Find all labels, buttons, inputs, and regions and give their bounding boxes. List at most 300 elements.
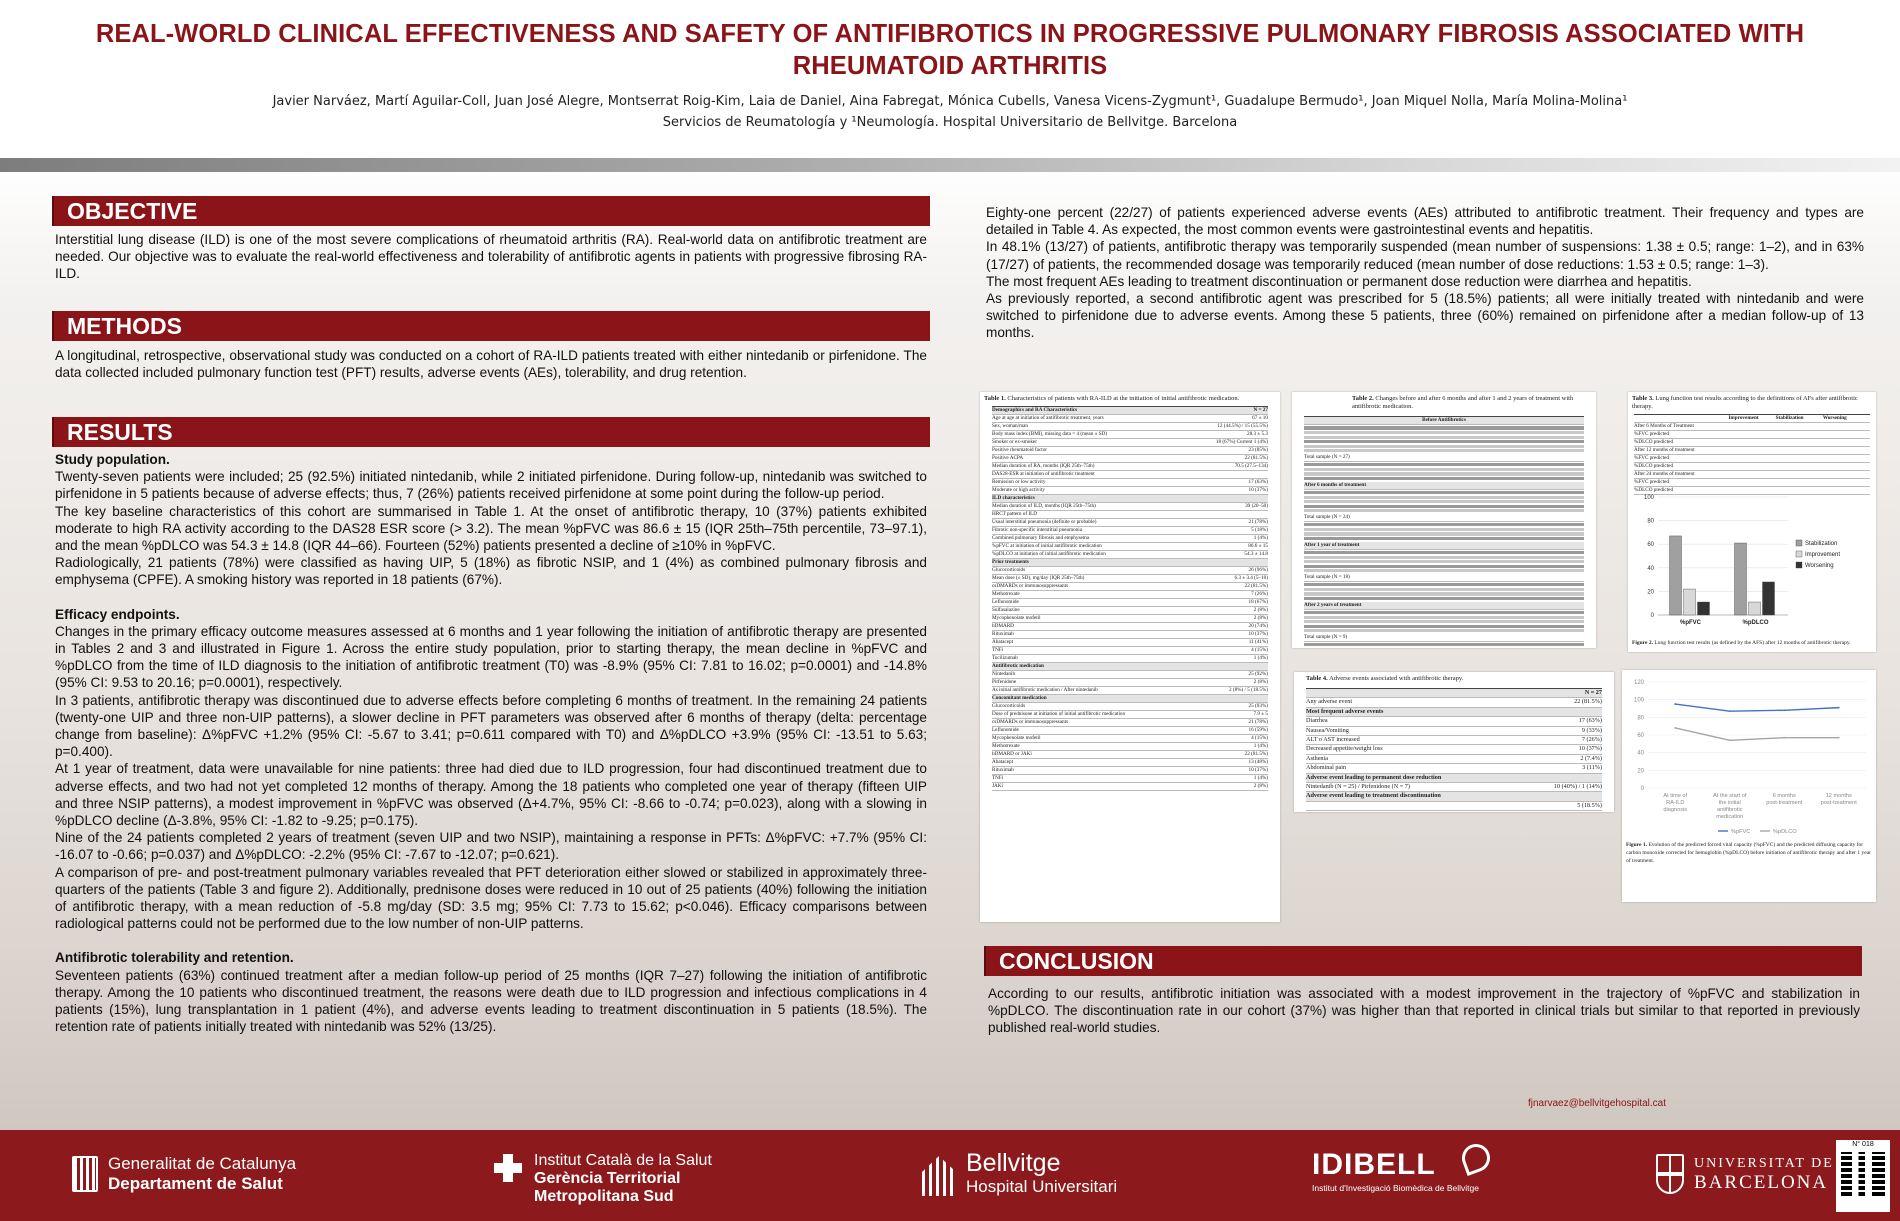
table-row [992,439,1268,447]
table-1 [980,392,1280,922]
table-row [992,695,1268,703]
table-row [1306,783,1602,792]
footer-bar: Generalitat de Catalunya Departament de Salut Institut Català de la Salut Gerència Territorial Metropolitana Sud Bellvitge Hospital Universitari IDIBELL Institut d'Investigació Biomèdica de Bellvitge UNIVERSITAT DE BARCELONA N° 018 [0,1130,1900,1221]
table-cell: Abatacept [992,639,1014,645]
table-line [1304,426,1584,429]
table-cell: 23 (85%) [1248,447,1268,453]
idibell-logo: IDIBELL Institut d'Investigació Biomèdica de Bellvitge [1312,1148,1479,1194]
right-paragraph: Eighty-one percent (22/27) of patients experienced adverse events (AEs) attributed to antifibrotic treatment. Their frequency and types are detailed in Table 4. As expected, the most common events were gastrointestinal events and hepatitis. [986,205,1864,238]
table-row [1306,802,1602,811]
legend-label: Stabilization [1805,541,1838,547]
conclusion-paragraph: According to our results, antifibrotic initiation was associated with a modest improvement in the trajectory of %pFVC and stabilization in %pDLCO. The discontinuation rate in our cohort (37%) was higher than that reported in clinical trials but similar to that reported in previously published real-world studies. [988,986,1860,1036]
table-row [992,583,1268,591]
table-line [1304,468,1584,471]
table-cell: 67 ± 10 [1252,415,1268,421]
data-point [1674,727,1676,729]
y-tick-label: 20 [1637,768,1644,775]
table-cell: 7 (26%) [1581,736,1602,744]
table-row [992,607,1268,615]
table-line [1304,509,1584,512]
table-cell: csDMARDs or immunosuppressants [992,583,1069,589]
table-cell: Body mass index (BMI), missing data = 4 (mean ± SD) [992,431,1108,437]
table-row [992,479,1268,487]
table-cell: After 6 months of treatment [1304,481,1367,488]
y-tick-label: 100 [1633,697,1644,704]
y-tick-label: 120 [1633,680,1644,686]
table-row [992,503,1268,511]
table-cell: Combined pulmonary fibrosis and emphysema [992,535,1090,541]
methods-heading: METHODS [52,311,930,341]
table-cell: N = 27 [1584,689,1602,696]
table-cell: 17 (63%) [1578,717,1602,725]
right-paragraph: The most frequent AEs leading to treatment discontinuation or permanent dose reduction were diarrhea and hepatitis. [986,273,1692,289]
figure-2-caption: Figure 2. Lung function test results (as defined by the AFS) after 12 months of antifibrotic therapy. [1632,640,1851,646]
table-row [992,543,1268,551]
table-row [992,423,1268,431]
table-cell: Mycophenolate mofetil [992,615,1041,621]
affiliation: Servicios de Reumatología y ¹Neumología. Hospital Universitario de Bellvitge. Barcelona [662,115,1238,130]
table-row [992,703,1268,711]
y-tick-label: 80 [1637,715,1644,722]
table-row [992,783,1268,791]
table-row [1306,792,1602,801]
table-line [1304,449,1584,452]
table-3-row: %DLCO predicted [1634,463,1870,471]
table-row [1306,717,1602,726]
table-3-row: %FVC predicted [1634,455,1870,463]
table-line [1304,496,1584,499]
table-cell: csDMARDs or immunosuppressants [992,719,1069,725]
table-cell: 18 (67%) [1248,599,1268,605]
table-row [992,727,1268,735]
table-cell: 21 (78%) [1248,719,1268,725]
table-line [1304,472,1584,475]
table-row [992,567,1268,575]
table-cell: 1 (4%) [1253,743,1268,749]
results-paragraph: In 3 patients, antifibrotic therapy was discontinued due to adverse effects before completing 6 months of treatment. In the remaining 24 patients (twenty-one UIP and three non-UIP patterns), a slower decline in PFT parameters was observed after 6 months of therapy (delta: percentage change from baseline): Δ%pFVC +1.2% (95% CI: -5.67 to 3.41; p=0.611 compared with T0) and Δ%pDLCO +3.9% (95% CI: -13.51 to 5.63; p=0.400). [55,692,927,760]
bar [1735,543,1747,615]
table-row [992,455,1268,463]
table-line [1304,445,1584,448]
table-cell: 22 (81.5%) [1244,751,1268,757]
contact-email[interactable]: fjnarvaez@bellvitgehospital.cat [1528,1098,1667,1109]
data-point [1729,710,1731,712]
y-tick-label: 40 [1647,565,1654,572]
results-paragraph: Nine of the 24 patients completed 2 years of treatment (seven UIP and two NSIP), maintaining a response in PFTs: Δ%pFVC: +7.7% (95% CI: -16.07 to -0.66; p=0.037) and Δ%pDLCO: -2.2% (95% CI: -7.67 to -12.07; p=0.621). [55,830,927,863]
table-cell: Rituximab [992,631,1014,637]
table-row [992,647,1268,655]
table-cell: JAKi [992,783,1003,789]
table-cell: Leflunomide [992,599,1019,605]
table-line [1304,616,1584,619]
table-cell: 10 (37%) [1578,745,1602,753]
right-paragraph: As previously reported, a second antifibrotic agent was prescribed for 5 (18.5%) patients; all were initially treated with nintedanib and were switched to pirfenidone due to adverse events. Among these 5 patients, three (60%) remained on pirfenidone after a median follow-up of 13 months. [986,291,1864,341]
table-3-header: Improvement Stabilization Worsening [1634,415,1870,423]
table-row [992,623,1268,631]
table-cell: Usual interstitial pneumonia (definite or probable) [992,519,1097,525]
table-cell: 1 (4%) [1253,655,1268,661]
table-line [1304,523,1584,526]
results-paragraph: The key baseline characteristics of this cohort are summarised in Table 1. At the onset of antifibrotic therapy, 10 (37%) patients exhibited moderate to high RA activity according to the DAS28 ESR score (> 3.2). The mean %pFVC was 86.6 ± 15 (IQR 25th–75th percentile, 73–97.1), and the mean %pDLCO was 54.3 ± 14.8 (IQR 44–66). Fourteen (52%) patients presented a decline of ≥10% in %pFVC. [55,503,927,554]
table-cell: 2 (8%) [1253,607,1268,613]
table-line [1304,463,1584,466]
table-3-figure-2 [1628,392,1876,652]
table-cell: 10 (37%) [1248,487,1268,493]
table-3-row: %FVC predicted [1634,431,1870,439]
study-population-heading: Study population. [55,452,170,467]
header-divider [0,158,1900,172]
table-line [1304,491,1584,494]
table-line [1304,583,1584,586]
table-cell: Nausea/Vomiting [1306,726,1349,734]
table-line [1304,629,1584,632]
table-cell: Leflunomide [992,727,1019,733]
table-line [1304,611,1584,614]
table-3-row: %DLCO predicted [1634,487,1870,495]
table-row [992,615,1268,623]
table-cell: 3 (11%) [1582,764,1602,772]
table-3-group: After 12 months of treatment [1634,447,1870,455]
table-cell: Sex, woman/man [992,423,1029,429]
table-cell: 12 (44.5%) / 15 (55.5%) [1217,423,1268,429]
figure-1-line-chart [1622,670,1876,840]
conclusion-heading: CONCLUSION [984,946,1862,976]
table-row [992,687,1268,695]
results-text [55,451,927,1036]
table-cell: 2 (8%) [1253,783,1268,789]
table-row [992,751,1268,759]
table-row [992,431,1268,439]
table-cell: HRCT pattern of ILD [992,511,1037,517]
table-cell: 2 (8%) [1253,615,1268,621]
x-tick-label: 6 months post-treatment [1766,793,1803,806]
table-3-caption: Table 3. Lung function test results according to the definitions of AFs after antifibrotic therapy. [1632,395,1858,410]
table-row [1304,454,1584,462]
bar [1670,536,1682,615]
table-2 [1292,392,1596,648]
bar [1749,602,1761,615]
figure-1-caption: Figure 1. Evolution of the predicted forced vital capacity (%pFVC) and the predicted diffusing capacity for carbon monoxide corrected for hemoglobin (%pDLCO) before initiation of antifibrotic therapy and after 1 year of treatment. [1626,842,1871,864]
building-columns-icon [922,1156,956,1196]
table-3-body [1634,414,1870,495]
table-row [1306,689,1602,698]
table-row [1306,708,1602,717]
table-cell: Total sample (N = 18) [1304,573,1350,580]
data-point [1674,703,1676,705]
table-row [992,599,1268,607]
table-3-row: %DLCO predicted [1634,439,1870,447]
table-cell: Remission or low activity [992,479,1046,485]
results-paragraph: Twenty-seven patients were included; 25 (92.5%) initiated nintedanib, while 2 initiated pirfenidone. During follow-up, nintedanib was switched to pirfenidone in 5 patients because of adverse effects; thus, 7 (26%) patients received pirfenidone at some point during the follow-up period. [55,469,927,502]
table-row [992,743,1268,751]
x-tick-label: %pFVC [1680,620,1701,626]
table-cell: ILD characteristics [992,495,1035,501]
table-cell: Moderate or high activity [992,487,1045,493]
table-cell: Diarrhea [1306,717,1328,725]
table-row [1304,514,1584,522]
table-cell: bDMARD or JAKi [992,751,1032,757]
table-cell: 25 (93%) [1248,703,1268,709]
table-cell: 2 (8%) [1253,679,1268,685]
table-cell: Total sample (N = 9) [1304,633,1348,640]
ub-shield-icon [1656,1154,1684,1194]
table-row [1306,736,1602,745]
table-cell: Abdominal pain [1306,764,1347,772]
table-cell: 1 (4%) [1253,535,1268,541]
table-line [1304,620,1584,623]
results-paragraph: Radiologically, 21 patients (78%) were classified as having UIP, 5 (18%) as fibrotic NSIP, and 1 (4%) as combined pulmonary fibrosis and emphysema (CPFE). A smoking history was reported in 18 patients (67%). [55,555,927,588]
table-line [1304,560,1584,563]
table-cell: 21 (78%) [1248,519,1268,525]
table-2-body [1304,416,1584,648]
x-tick-label: At time of RA-ILD diagnosis [1663,793,1688,813]
table-cell: Demographics and RA Characteristics [992,407,1078,413]
objective-text [55,231,927,283]
table-line [1304,431,1584,434]
table-row [992,655,1268,663]
table-row [992,519,1268,527]
table-cell: 2 (7.4%) [1580,754,1602,762]
table-cell: 22 (81.5%) [1244,583,1268,589]
table-line [1304,592,1584,595]
methods-text [55,347,927,381]
table-cell: Nintedanib [992,671,1016,677]
table-row [992,735,1268,743]
table-cell: %pDLCO at initiation of initial antifibrotic medication [992,551,1106,557]
table-cell: Mycophenolate mofetil [992,735,1041,741]
qr-code[interactable]: N° 018 [1836,1140,1890,1212]
table-cell: Tocilizumab [992,655,1018,661]
y-tick-label: 0 [1650,613,1654,619]
table-cell: 10 (37%) [1248,631,1268,637]
table-cell: Adverse event leading to treatment discontinuation [1306,792,1441,800]
results-paragraph: At 1 year of treatment, data were unavailable for nine patients: three had died due to ILD progression, four had discontinued treatment due to adverse effects, and two had not yet completed 12 months of therapy. Among the 18 patients who completed one year of therapy (fifteen UIP and three NSIP patterns), a modest improvement in %pFVC was observed (Δ+4.7%, 95% CI: -8.66 to -0.74; p=0.023), along with a slowing in %pDLCO decline (Δ-3.8%, 95% CI: -1.82 to -9.25; p=0.175). [55,761,927,829]
data-point [1838,707,1840,709]
x-tick-label: At the start of the initial antifibrotic medication [1713,793,1747,820]
table-cell: 25 (92%) [1248,671,1268,677]
table-cell: Prior treatments [992,559,1029,565]
table-row [992,711,1268,719]
table-cell: 10 (37%) [1248,767,1268,773]
table-row [992,415,1268,423]
table-cell: 1 (4%) [1253,775,1268,781]
table-cell: 9 (33%) [1581,726,1602,734]
legend-label: %pFVC [1731,829,1751,835]
table-2-header: Before Antifibrotics [1304,417,1584,425]
series-line [1675,728,1839,740]
y-tick-label: 60 [1637,733,1644,739]
table-cell: 4 (15%) [1251,647,1268,653]
legend-swatch [1796,540,1802,546]
table-line [1304,528,1584,531]
bar [1763,582,1775,615]
table-cell: 17 (63%) [1248,479,1268,485]
table-row [992,535,1268,543]
legend-swatch [1796,551,1802,557]
table-cell: 7.9 ± 5 [1253,711,1268,717]
y-tick-label: 60 [1647,542,1654,549]
table-3-row: %FVC predicted [1634,479,1870,487]
table-cell: 4 (15%) [1251,735,1268,741]
table-line [1304,537,1584,540]
table-cell: 6.3 ± 3.4 (5–10) [1234,575,1268,581]
table-2-caption: Table 2. Changes before and after 6 months and after 1 and 2 years of treatment with antifibrotic medication. [1352,395,1574,410]
table-cell: Age at age at initiation of antifibrotic treatment, years [992,415,1104,421]
table-cell: Methotrexate [992,743,1020,749]
data-point [1838,737,1840,739]
table-row [992,559,1268,567]
table-row [992,671,1268,679]
tolerability-heading: Antifibrotic tolerability and retention. [55,950,294,966]
table-row [992,527,1268,535]
table-cell: 13 (48%) [1248,759,1268,765]
table-cell: 11 (41%) [1248,639,1268,645]
table-cell: Pirfenidone [992,679,1017,685]
results-paragraph: Seventeen patients (63%) continued treatment after a median follow-up period of 25 months (IQR 7–27) following the initiation of antifibrotic therapy. Among the 10 patients who discontinued treatment, the reasons were death due to ILD progression and infectious complications in 4 patients (15%), lung transplantation in 1 patient (4%), and adverse events leading to treatment discontinuation in 5 patients (18.5%). The retention rate of patients initially treated with nintedanib was 52% (13/25). [55,967,927,1035]
table-cell: Glucocorticoids [992,703,1026,709]
table-line [1304,551,1584,554]
table-cell: TNFi [992,647,1004,653]
table-line [1304,505,1584,508]
table-cell: 70.5 (27.5–134) [1234,463,1268,469]
legend-label: Improvement [1805,552,1841,558]
table-cell: Concomitant medication [992,695,1047,701]
series-line [1675,704,1839,711]
table-line [1304,597,1584,600]
table-row [992,775,1268,783]
table-cell: Positive rheumatoid factor [992,447,1048,453]
table-cell: 86.6 ± 15 [1248,543,1268,549]
table-4 [1294,672,1614,812]
table-line [1304,440,1584,443]
table-1-body [992,406,1268,791]
table-cell: N = 27 [1253,407,1268,413]
table-row [992,511,1268,519]
author-list [40,91,1860,133]
right-paragraph: In 48.1% (13/27) of patients, antifibrotic therapy was temporarily suspended (mean number of suspensions: 1.38 ± 0.5; range: 1–2), and in 63% (17/27) of patients, the recommended dosage was temporarily reduced (mean number of dose reductions: 1.53 ± 0.5; range: 1–3). [986,239,1864,272]
y-tick-label: 100 [1643,495,1654,501]
table-row [1306,745,1602,754]
table-cell: 20 (74%) [1248,623,1268,629]
table-cell: Abatacept [992,759,1014,765]
figure-1 [1622,670,1876,902]
table-4-caption: Table 4. Adverse events associated with antifibrotic therapy. [1306,675,1464,682]
table-cell: 5 (18.5%) [1577,801,1602,809]
table-row [992,551,1268,559]
table-cell: 2 (8%) / 5 (18.5%) [1228,687,1268,693]
table-cell: Any adverse event [1306,698,1353,706]
table-cell: Smoker or ex-smoker [992,439,1037,445]
table-row [992,407,1268,415]
table-row [1304,542,1584,550]
table-cell: Median duration of RA, months (IQR 25th–75th) [992,463,1095,469]
table-line [1304,565,1584,568]
authors: Javier Narváez, Martí Aguilar-Coll, Juan José Alegre, Montserrat Roig-Kim, Laia de Daniel, Aina Fabregat, Mónica Cubells, Vanesa Vicens-Zygmunt¹, Guadalupe Bermudo¹, Joan Miquel Nolla, María Molina-Molina¹ [272,94,1628,109]
senyera-icon [72,1156,98,1192]
objective-paragraph: Interstitial lung disease (ILD) is one of the most severe complications of rheumatoid arthritis (RA). Real-world data on antifibrotic treatment are needed. Our objective was to evaluate the real-world effectiveness and tolerability of antifibrotic agents in patients with progressive fibrosing RA-ILD. [55,232,927,282]
table-cell: 7 (26%) [1251,591,1268,597]
table-cell: Total sample (N = 27) [1304,453,1350,460]
figure-2-bar-chart [1628,487,1876,637]
table-cell: 22 (81.5%) [1574,698,1602,706]
table-cell: ALT o AST increased [1306,736,1360,744]
legend-swatch [1796,562,1802,568]
table-cell: Decreased appetite/weight loss [1306,745,1383,753]
table-row [992,495,1268,503]
table-cell: 26 (96%) [1248,567,1268,573]
table-row [1306,727,1602,736]
table-3-group: After 24 months of treatment [1634,471,1870,479]
table-line [1304,500,1584,503]
table-cell: 5 (18%) [1251,527,1268,533]
table-cell: Glucocorticoids [992,567,1026,573]
table-cell: 39 (20–50) [1245,503,1268,509]
y-tick-label: 80 [1647,518,1654,525]
table-cell: Total sample (N = 24) [1304,513,1350,520]
table-cell: 16 (59%) [1248,727,1268,733]
table-cell: DAS28-ESR at initiation of antifibrotic treatment [992,471,1095,477]
table-cell: After 2 years of treatment [1304,601,1362,608]
table-cell: Methotrexate [992,591,1020,597]
data-point [1729,739,1731,741]
table-row [992,463,1268,471]
table-cell: 28.3 ± 5.3 [1246,431,1268,437]
legend-label: %pDLCO [1773,829,1797,835]
results-paragraph: Changes in the primary efficacy outcome measures assessed at 6 months and 1 year following the initiation of antifibrotic therapy are presented in Tables 2 and 3 and illustrated in Figure 1. Across the entire study population, prior to starting therapy, the mean decline in %pFVC and %pDLCO from the time of ILD diagnosis to the initiation of antifibrotic treatment (T0) was -8.9% (95% CI: 7.81 to 16.02; p=0.0001) and -14.8% (95% CI: 9.53 to 20.16; p=0.0001), respectively. [55,623,927,691]
data-point [1783,737,1785,739]
table-row [1304,574,1584,582]
table-row [1306,698,1602,707]
table-cell: Mean dose (± SD), mg/day (IQR 25th–75th) [992,575,1085,581]
table-row [992,759,1268,767]
table-cell: After 1 year of treatment [1304,541,1360,548]
table-cell: Sulfasalazine [992,607,1020,613]
table-row [992,575,1268,583]
table-row [1304,602,1584,610]
table-cell: 22 (81.5%) [1244,455,1268,461]
data-point [1783,709,1785,711]
table-line [1304,588,1584,591]
table-cell: Fibrotic non-specific interstitial pneumonia [992,527,1083,533]
table-row [992,591,1268,599]
cross-icon [494,1154,522,1182]
table-cell: %pFVC at initiation of initial antifibrotic medication [992,543,1102,549]
table-line [1304,436,1584,439]
table-line [1304,556,1584,559]
table-line [1304,643,1584,646]
table-row [1304,634,1584,642]
table-3-group: After 6 Months of Treatment [1634,423,1870,431]
table-cell: Positive ACPA [992,455,1024,461]
table-row [1304,482,1584,490]
conclusion-text [988,985,1860,1037]
qr-pattern-icon [1841,1152,1885,1196]
table-line [1304,569,1584,572]
table-row [992,663,1268,671]
x-tick-label: 12 months post-treatment [1820,793,1857,806]
y-tick-label: 20 [1647,589,1654,596]
adverse-events-text [986,204,1864,342]
table-row [1306,755,1602,764]
table-row [992,487,1268,495]
y-tick-label: 40 [1637,750,1644,757]
table-cell: As initial antifibrotic medication / After nintedanib [992,687,1098,693]
table-line [1304,532,1584,535]
table-cell: 18 (67%) Current 1 (4%) [1215,439,1268,445]
results-heading: RESULTS [52,417,930,447]
table-row [992,767,1268,775]
table-cell: 10 (40%) / 1 (14%) [1553,783,1602,791]
